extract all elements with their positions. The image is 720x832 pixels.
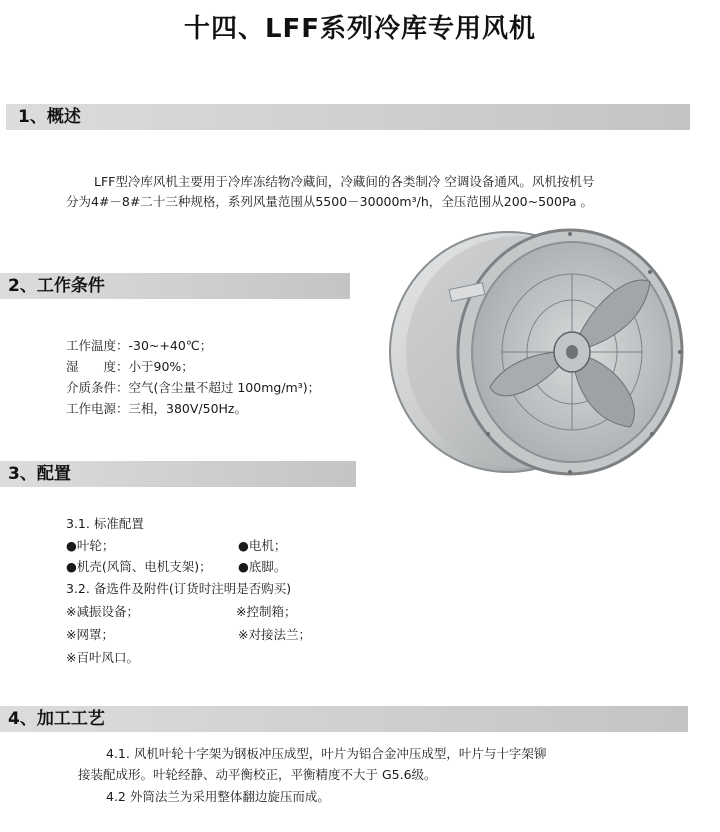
process-4-1-line-2: 接装配成形。叶轮经静、动平衡校正，平衡精度不大于 G5.6级。 [78,767,437,782]
section-heading-overview: 1、概述 [18,107,81,127]
process-4-1-line-1: 4.1. 风机叶轮十字架为钢板冲压成型，叶片为铝合金冲压成型，叶片与十字架铆 [106,746,547,761]
section-bar-overview [6,104,690,130]
optional-item-flange: ※对接法兰； [238,627,311,642]
process-4-2: 4.2 外筒法兰为采用整体翻边旋压而成。 [106,789,330,804]
optional-item-louver: ※百叶风口。 [66,650,139,665]
page-title: 十四、LFF系列冷库专用风机 [183,14,537,44]
condition-power: 工作电源：三相，380V/50Hz。 [66,401,247,416]
section-heading-config: 3、配置 [8,464,71,484]
overview-line-2: 分为4#－8#二十三种规格，系列风量范围从5500－30000m³/h，全压范围从200~500Pa 。 [66,194,594,209]
axial-fan-image [380,222,692,482]
standard-item-motor: ●电机； [238,538,287,553]
optional-config-title: 3.2. 备选件及附件(订货时注明是否购买) [66,581,292,596]
standard-config-title: 3.1. 标准配置 [66,516,144,531]
overview-line-1: LFF型冷库风机主要用于冷库冻结物冷藏间，冷藏间的各类制冷 空调设备通风。风机按机号 [94,174,595,189]
condition-temperature: 工作温度：-30~+40℃； [66,338,213,353]
optional-item-damper: ※减振设备； [66,604,139,619]
section-heading-conditions: 2、工作条件 [8,276,105,296]
condition-medium: 介质条件：空气(含尘量不超过 100mg/m³)； [66,380,321,395]
optional-item-guard: ※网罩； [66,627,114,642]
standard-item-base: ●底脚。 [238,559,287,574]
section-heading-process: 4、加工工艺 [8,709,105,729]
optional-item-control-box: ※控制箱； [236,604,297,619]
standard-item-impeller: ●叶轮； [66,538,115,553]
condition-humidity: 湿 度：小于90%； [66,359,194,374]
standard-item-casing: ●机壳(风筒、电机支架)； [66,559,212,574]
